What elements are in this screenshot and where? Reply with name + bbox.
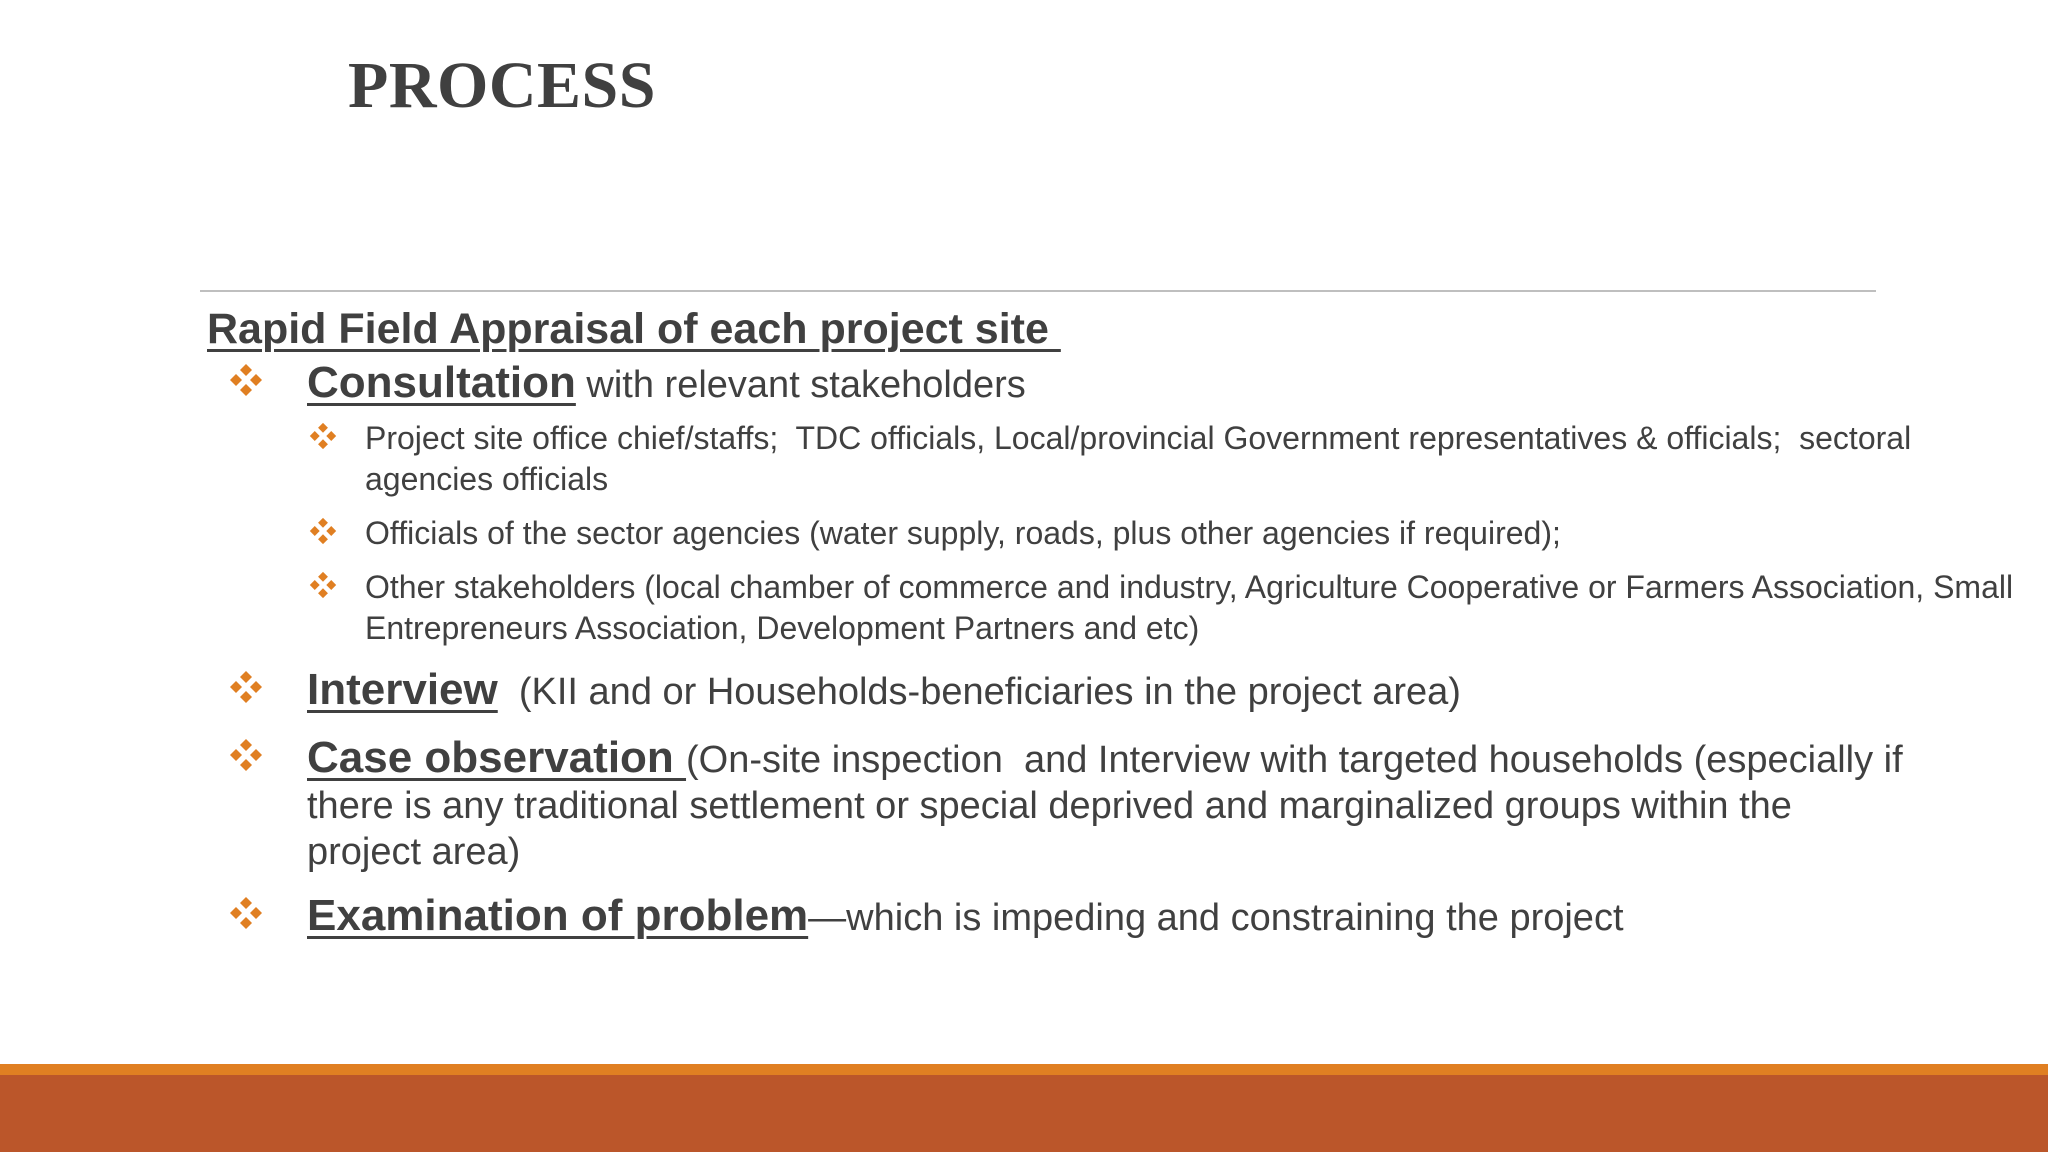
diamond-bullet-icon <box>309 422 337 450</box>
item-label: Case observation <box>307 733 687 782</box>
item-separator <box>498 671 519 713</box>
sub-item-text: Officials of the sector agencies (water supply, roads, plus other agencies if required); <box>365 515 1561 551</box>
item-separator: — <box>808 897 847 939</box>
diamond-bullet-icon <box>229 738 263 772</box>
bullet-item-case-observation <box>207 733 1914 875</box>
item-label: Interview <box>307 665 498 714</box>
sub-bullet-item <box>207 513 2015 554</box>
diamond-bullet-icon <box>229 896 263 930</box>
item-text: (On-site inspection and Interview with targeted households (especially if there is any traditional settlement or special deprived and marginalized groups within the project area) <box>307 739 1914 873</box>
bullet-item-interview <box>207 667 1907 715</box>
bullet-item-consultation <box>207 360 1907 408</box>
diamond-bullet-icon <box>309 571 337 599</box>
section-heading: Rapid Field Appraisal of each project site <box>207 305 1061 353</box>
footer-accent-bar <box>0 1075 2048 1152</box>
diamond-bullet-icon <box>309 517 337 545</box>
sub-item-text: Other stakeholders (local chamber of commerce and industry, Agriculture Cooperative or Farmers Association, Small Entrepreneurs Association, Development Partners and etc) <box>365 569 2022 646</box>
item-text: (KII and or Households-beneficiaries in the project area) <box>518 671 1461 713</box>
diamond-bullet-icon <box>229 363 263 397</box>
diamond-bullet-icon <box>229 670 263 704</box>
slide-title: PROCESS <box>348 49 656 122</box>
sub-bullet-item <box>207 567 2022 649</box>
sub-bullet-item <box>207 418 2015 500</box>
sub-item-text: Project site office chief/staffs; TDC officials, Local/provincial Government representatives & officials; sectoral agencies officials <box>365 420 1921 497</box>
item-label: Consultation <box>307 358 576 407</box>
item-text: which is impeding and constraining the project <box>846 897 1624 939</box>
item-text: with relevant stakeholders <box>586 364 1026 406</box>
item-label: Examination of problem <box>307 891 809 940</box>
item-separator <box>576 364 587 406</box>
footer-accent-bar-thin <box>0 1064 2048 1075</box>
title-divider <box>200 290 1876 292</box>
slide-body <box>207 300 2022 941</box>
bullet-item-examination <box>207 893 1907 941</box>
